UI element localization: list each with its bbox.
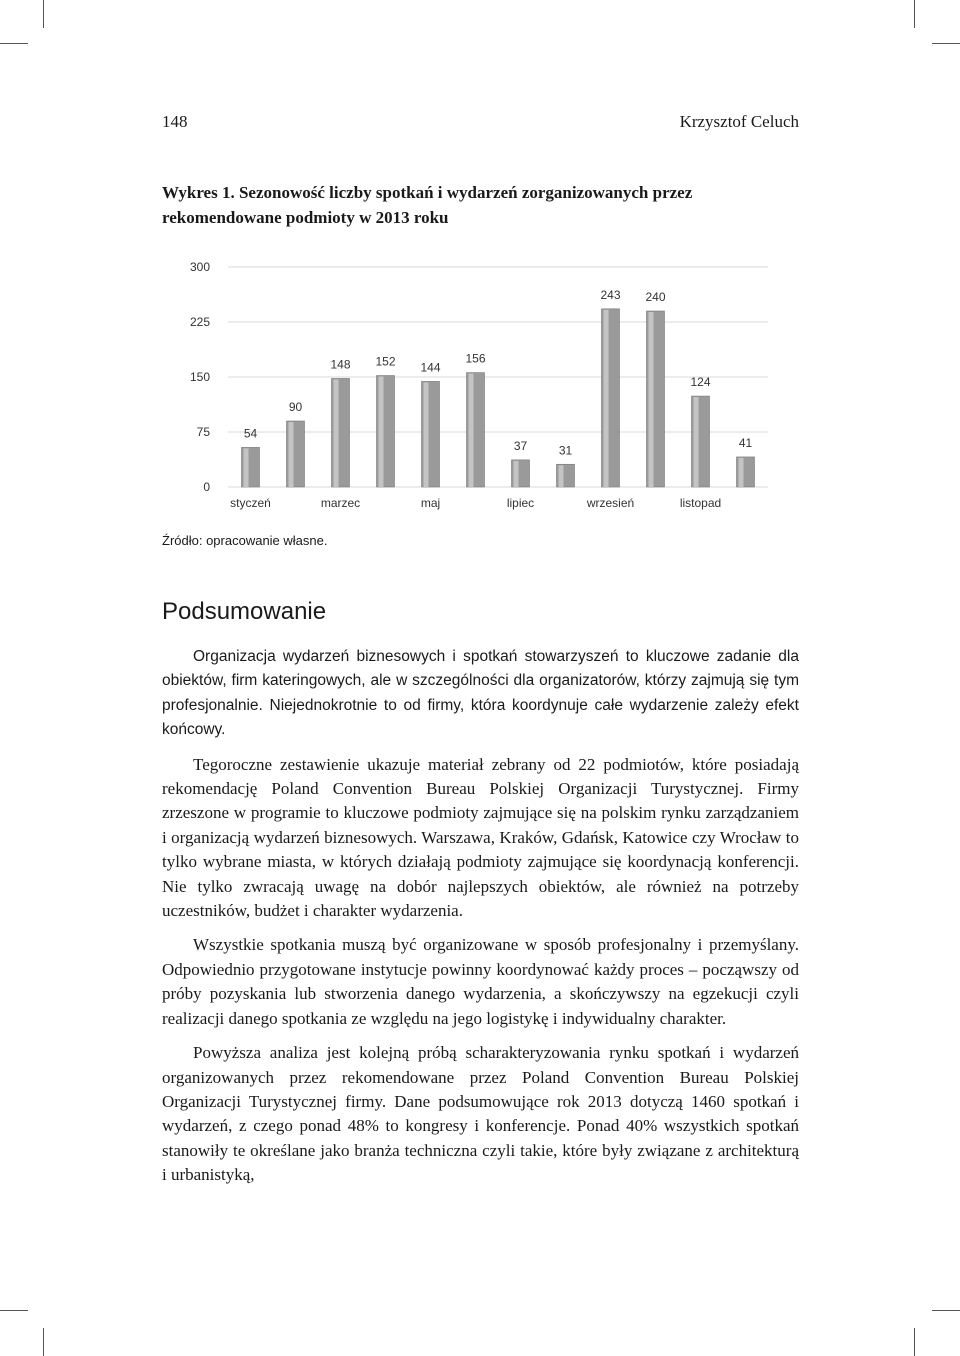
page-number: 148 [162,112,188,131]
paragraph: Powyższa analiza jest kolejną próbą scharakteryzowania rynku spotkań i wydarzeń organizowanych przez rekomendowane przez Poland Convention Bureau Polskiej Organizacji Turystycznej firmy. Dane podsumowujące rok 2013 dotyczą 1460 spotkań i wydarzeń, z czego ponad 48% to kongresy i konferencje. Ponad 40% wszystkich spotkań stanowiły te określane jako branża techniczna czyli takie, które były związane z architekturą i urbanistyką, [162,1043,799,1185]
figure-caption: Wykres 1. Sezonowość liczby spotkań i wydarzeń zorganizowanych przez rekomendowane podmioty w 2013 roku [162,183,693,227]
x-tick-label: marzec [320,496,361,510]
bar-highlight [604,310,609,487]
bar-highlight [334,379,339,487]
crop-mark [0,1310,28,1311]
paragraph: Organizacja wydarzeń biznesowych i spotkań stowarzyszeń to kluczowe zadanie dla obiektów, firm kateringowych, ale w szczególności dla organizatorów, którzy zajmują się tym profesjonalnie. Niejednokrotnie to od firmy, która koordynuje całe wydarzenie zależy efekt końcowy. [162,648,799,739]
x-tick-label: listopad [679,496,722,510]
section-title: Podsumowanie [162,598,327,625]
crop-mark [932,43,960,44]
crop-mark [43,0,44,28]
data-label: 37 [513,438,528,453]
bar-highlight [244,448,249,487]
bar-highlight [739,458,744,487]
data-label: 31 [558,443,573,458]
bar-highlight [694,397,699,487]
data-label: 152 [375,354,396,369]
x-tick-label: wrzesień [586,496,635,510]
bar-highlight [559,465,564,487]
bar-highlight [469,374,474,487]
crop-mark [914,1328,915,1356]
crop-mark [0,43,28,44]
data-label: 124 [690,375,711,390]
x-tick-label: maj [420,496,441,510]
bar-highlight [649,312,654,487]
y-tick-label: 150 [189,370,210,384]
section-body [162,645,799,1188]
paragraph: Wszystkie spotkania muszą być organizowane w sposób profesjonalny i przemyślany. Odpowiednio przygotowane instytucje powinny koordynować każdy proces – począwszy od próby pozyskania lub stworzenia danego wydarzenia, a skończywszy na egzekucji czyli realizacji danego spotkania ze względu na jego logistykę i indywidualny charakter. [162,935,799,1028]
bar-highlight [379,377,384,487]
bar-highlight [424,382,429,487]
crop-mark [932,1310,960,1311]
bar-highlight [514,461,519,487]
y-tick-label: 0 [203,480,210,494]
data-label: 90 [288,400,303,414]
y-tick-label: 225 [189,315,210,329]
data-label: 240 [645,290,666,304]
crop-mark [914,0,915,28]
running-head-author: Krzysztof Celuch [679,112,799,131]
y-tick-label: 75 [196,425,210,439]
data-label: 156 [465,351,486,366]
data-label: 243 [600,287,621,302]
data-label: 144 [420,360,441,375]
figure-source: Źródło: opracowanie własne. [162,533,328,548]
x-tick-label: styczeń [230,496,271,510]
data-label: 54 [243,426,258,441]
x-tick-label: lipiec [506,496,535,510]
bar-highlight [289,422,294,487]
data-label: 148 [330,357,351,372]
bar-chart [170,255,780,517]
y-tick-label: 300 [189,260,210,274]
crop-mark [43,1328,44,1356]
data-label: 41 [738,435,753,450]
paragraph: Tegoroczne zestawienie ukazuje materiał zebrany od 22 podmiotów, które posiadają rekomendację Poland Convention Bureau Polskiej Organizacji Turystycznej. Firmy zrzeszone w programie to kluczowe podmioty zajmujące się na polskim rynku zarządzaniem i organizacją wydarzeń biznesowych. Warszawa, Kraków, Gdańsk, Katowice czy Wrocław to tylko wybrane miasta, w których działają podmioty zajmujące się koordynacją konferencji. Nie tylko zwracają uwagę na dobór najlepszych obiektów, ale również na potrzeby uczestników, budżet i charakter wydarzenia. [162,754,799,921]
